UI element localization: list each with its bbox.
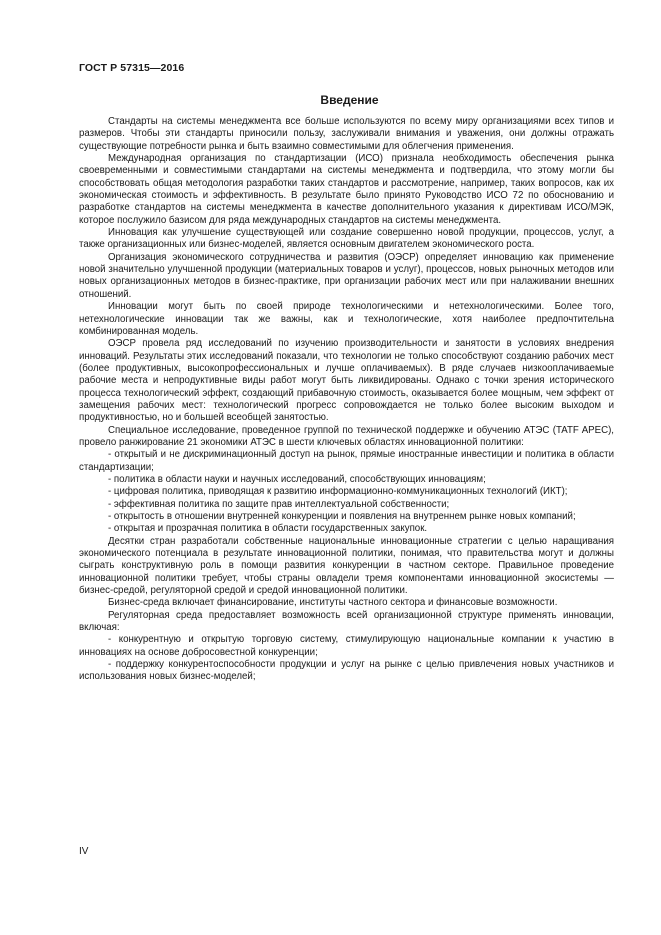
list-item: - цифровая политика, приводящая к развитию информационно-коммуникационных технологий (ИКТ); (108, 486, 568, 498)
body-text (79, 116, 614, 684)
list-item: - открытый и не дискриминационный доступ на рынок, прямые иностранные инвестиции и политика в области стандартизации; (79, 449, 614, 473)
paragraph: Инновации могут быть по своей природе технологическими и нетехнологическими. Более того, нетехнологические инновации так же важны, как и технологические, хотя наиболее предпочтительна комбинированная модель. (79, 301, 614, 337)
paragraph: Регуляторная среда предоставляет возможность всей организационной структуре применять инновации, включая: (79, 609, 614, 634)
paragraph: ОЭСР провела ряд исследований по изучению производительности и занятости в условиях внедрения инноваций. Результаты этих исследований показали, что технологии не только способствуют созданию рабочих мест (более продуктивных, высокопрофессиональных и лучше оплачиваемых). В ряде случаев низкооплачиваемые рабочие места и непродуктивные виды работ могут быть ликвидированы. Однако с точки зрения исторического процесса технологический эффект, создающий прибавочную стоимость, оказывается более мощным, чем эффект от замещения рабочих мест: технологический прогресс сопровождается не только более высоким выходом и продуктивностью, но и большей всеобщей занятостью. (79, 338, 614, 424)
paragraph: Специальное исследование, проведенное группой по технической поддержке и обучению АТЭС (TATF APEC), провело ранжирование 21 экономики АТЭС в шести ключевых областях инновационной политики: (79, 424, 614, 448)
paragraph: Международная организация по стандартизации (ИСО) признала необходимость обеспечения рынка своевременными и совместимыми стандартами на системы менеджмента и подтвердила, что этому могли бы способствовать общая методология разработки таких стандартов и рассмотрение, например, таких вопросов, как их экономическая стоимость и эффективность. В результате было принято Руководство ИСО 72 по обоснованию и разработке стандартов на системы менеджмента в качестве дополнительного указания к директивам ИСО/МЭК, которое послужило базисом для ряда международных стандартов на системы менеджмента. (79, 153, 614, 226)
page-number: IV (79, 846, 89, 857)
paragraph: Бизнес-среда включает финансирование, институты частного сектора и финансовые возможности. (108, 597, 558, 609)
paragraph: Организация экономического сотрудничества и развития (ОЭСР) определяет инновацию как применение новой значительно улучшенной продукции (материальных товаров и услуг), процессов, новых рыночных методов или новых организационных методов в бизнес-практике, при организации рабочих мест или при налаживании внешних отношений. (79, 251, 614, 300)
standard-header: ГОСТ Р 57315—2016 (79, 62, 185, 74)
list-item: - поддержку конкурентоспособности продукции и услуг на рынке с целью привлечения новых участников и использования новых бизнес-моделей; (79, 659, 614, 683)
paragraph: Десятки стран разработали собственные национальные инновационные стратегии с целью наращивания экономического потенциала в результате инновационной политики, понимая, что правительства могут и должны сыграть конструктивную роль в помощи развития конкуренции в частном секторе. Правильное проведение инновационной политики требует, чтобы страны овладели тремя компонентами инновационной экосистемы — бизнес-средой, регуляторной средой и средой инновационной политики. (79, 535, 614, 597)
list-item: - эффективная политика по защите прав интеллектуальной собственности; (108, 498, 450, 510)
list-item: - открытость в отношении внутренней конкуренции и появления на внутреннем рынке новых компаний; (108, 511, 576, 522)
section-title: Введение (320, 93, 379, 107)
list-item: - политика в области науки и научных исследований, способствующих инновациям; (108, 473, 486, 485)
list-item: - конкурентную и открытую торговую систему, стимулирующую национальные компании к участию в инновациях на основе добросовестной конкуренции; (79, 634, 614, 658)
paragraph: Инновация как улучшение существующей или создание совершенно новой продукции, процессов, услуг, а также организационных или бизнес-моделей, является основным двигателем экономического роста. (79, 227, 614, 251)
paragraph: Стандарты на системы менеджмента все больше используются по всему миру организациями всех типов и размеров. Чтобы эти стандарты приносили пользу, заслуживали внимания и уважения, они должны отражать существующие потребности рынка и быть взаимно совместимыми для облегчения применения. (79, 116, 614, 152)
list-item: - открытая и прозрачная политика в области государственных закупок. (108, 523, 428, 535)
